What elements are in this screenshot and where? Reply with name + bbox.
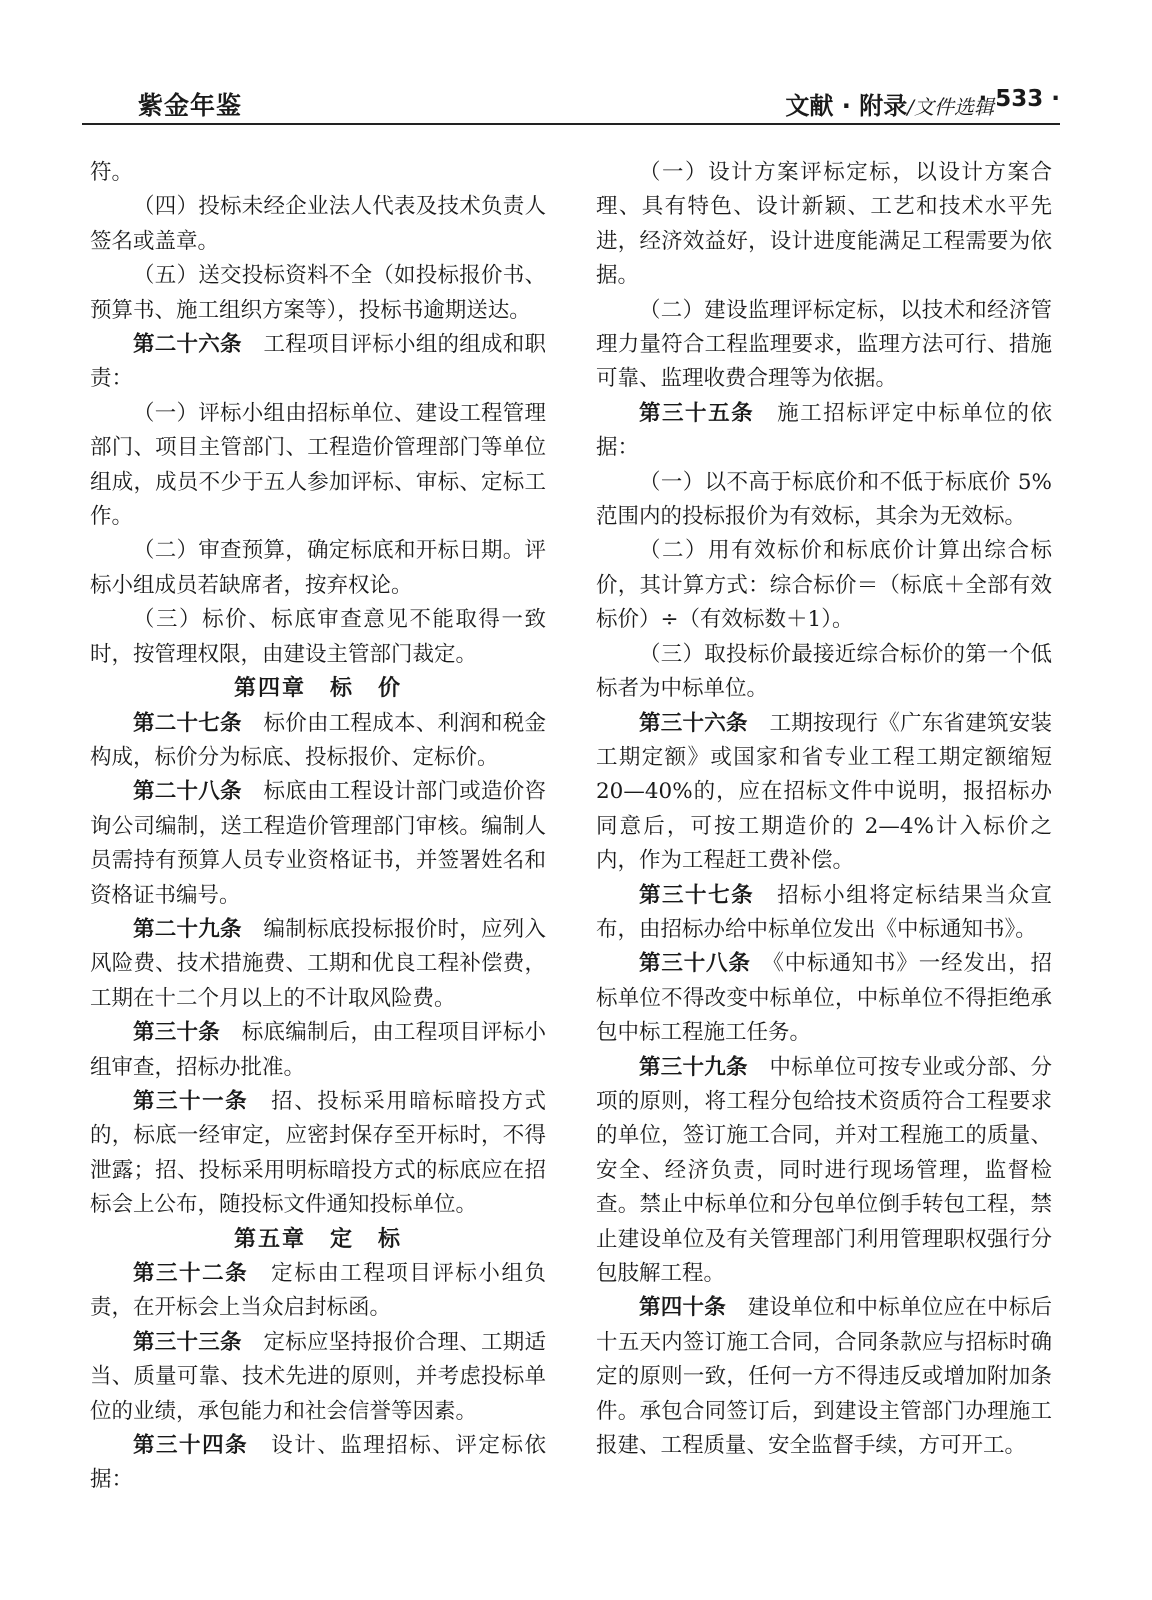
article-title: 第三十六条	[639, 710, 748, 736]
article-40	[596, 1291, 1052, 1463]
article-text: 编制标底投标报价时，应列入风险费、技术措施费、工期和优良工程补偿费，工期在十二个月以上的不计取风险费。	[90, 916, 546, 1011]
page-number: · 533 ·	[978, 86, 1060, 112]
article-text: 标价由工程成本、利润和税金构成，标价分为标底、投标报价、定标价。	[90, 710, 546, 770]
article-title: 第二十六条	[133, 332, 242, 358]
article-36	[596, 707, 1052, 879]
article-text: 定标应坚持报价合理、工期适当、质量可靠、技术先进的原则，并考虑投标单位的业绩，承包能力和社会信誉等因素。	[90, 1329, 546, 1424]
article-title: 第三十三条	[133, 1329, 242, 1355]
paragraph: （三）取投标价最接近综合标价的第一个低标者为中标单位。	[596, 641, 1052, 702]
article-text: 工期按现行《广东省建筑安装工期定额》或国家和省专业工程工期定额缩短 20—40%的，应在招标文件中说明，报招标办同意后，可按工期造价的 2—4%计入标价之内，作为工程赶工费补偿。	[596, 710, 1052, 874]
article-27	[90, 707, 546, 776]
paragraph: （二）审查预算，确定标底和开标日期。评标小组成员若缺席者，按弃权论。	[90, 538, 546, 598]
article-title: 第三十二条	[133, 1261, 249, 1286]
article-28	[90, 775, 546, 913]
right-column	[596, 156, 1052, 1463]
article-33	[90, 1326, 546, 1429]
article-text: 《中标通知书》一经发出，招标单位不得改变中标单位，中标单位不得拒绝承包中标工程施工任务。	[596, 951, 1052, 1046]
article-text: 设计、监理招标、评定标依据：	[90, 1433, 546, 1493]
article-31	[90, 1085, 546, 1223]
article-30	[90, 1016, 546, 1085]
left-column	[90, 156, 546, 1498]
section-name: 文献 · 附录	[785, 92, 908, 120]
running-header	[82, 86, 1060, 126]
article-text: 定标由工程项目评标小组负责，在开标会上当众启封标函。	[90, 1261, 546, 1321]
article-34	[90, 1429, 546, 1498]
paragraph: 符。	[90, 160, 134, 185]
paragraph: （二）建设监理评标定标，以技术和经济管理力量符合工程监理要求，监理方法可行、措施可靠、监理收费合理等为依据。	[596, 297, 1052, 392]
paragraph: （一）设计方案评标定标，以设计方案合理、具有特色、设计新颖、工艺和技术水平先进，经济效益好，设计进度能满足工程需要为依据。	[596, 160, 1052, 289]
article-text: 施工招标评定中标单位的依据：	[596, 400, 1052, 461]
article-text: 工程项目评标小组的组成和职责：	[90, 332, 546, 392]
paragraph: （四）投标未经企业法人代表及技术负责人签名或盖章。	[90, 194, 546, 254]
article-text: 中标单位可按专业或分部、分项的原则，将工程分包给技术资质符合工程要求的单位，签订施工合同，并对工程施工的质量、安全、经济负责，同时进行现场管理，监督检查。禁止中标单位和分包单位倒手转包工程，禁止建设单位及有关管理部门利用管理职权强行分包肢解工程。	[596, 1054, 1052, 1286]
article-text: 招标小组将定标结果当众宣布，由招标办给中标单位发出《中标通知书》。	[596, 882, 1052, 942]
article-29	[90, 913, 546, 1016]
article-38	[596, 947, 1052, 1050]
article-text: 标底由工程设计部门或造价咨询公司编制，送工程造价管理部门审核。编制人员需持有预算人员专业资格证书，并签署姓名和资格证书编号。	[90, 779, 546, 908]
header-rule	[82, 123, 1060, 125]
paragraph: （五）送交投标资料不全（如投标报价书、预算书、施工组织方案等），投标书逾期送达。	[90, 263, 546, 323]
article-text: 建设单位和中标单位应在中标后十五天内签订施工合同，合同条款应与招标时确定的原则一致，任何一方不得违反或增加附加条件。承包合同签订后，到建设主管部门办理施工报建、工程质量、安全监督手续，方可开工。	[596, 1295, 1052, 1459]
paragraph: （二）用有效标价和标底价计算出综合标价，其计算方式：综合标价＝（标底＋全部有效标价）÷（有效标数＋1）。	[596, 538, 1052, 633]
section-subtitle: /文件选辑	[907, 95, 994, 119]
article-title: 第二十八条	[133, 779, 242, 805]
article-title: 第二十九条	[133, 916, 242, 942]
chapter-heading: 第五章 定 标	[233, 1226, 402, 1252]
chapter-heading: 第四章 标 价	[233, 676, 402, 702]
article-title: 第三十四条	[133, 1433, 249, 1459]
article-text: 招、投标采用暗标暗投方式的，标底一经审定，应密封保存至开标时，不得泄露；招、投标采用明标暗投方式的标底应在招标会上公布，随投标文件通知投标单位。	[90, 1088, 546, 1218]
article-37	[596, 879, 1052, 948]
article-39	[596, 1051, 1052, 1292]
article-title: 第三十七条	[639, 882, 755, 908]
article-35	[596, 397, 1052, 466]
book-title: 紫金年鉴	[138, 91, 243, 120]
paragraph: （一）评标小组由招标单位、建设工程管理部门、项目主管部门、工程造价管理部门等单位组成，成员不少于五人参加评标、审标、定标工作。	[90, 400, 546, 530]
article-title: 第三十条	[133, 1020, 220, 1046]
article-text: 标底编制后，由工程项目评标小组审查，招标办批准。	[90, 1020, 546, 1080]
paragraph: （一）以不高于标底价和不低于标底价 5%范围内的投标报价为有效标，其余为无效标。	[596, 469, 1052, 530]
article-26	[90, 328, 546, 397]
article-title: 第三十九条	[639, 1054, 748, 1080]
article-title: 第四十条	[639, 1295, 726, 1321]
article-title: 第三十五条	[639, 400, 755, 426]
article-title: 第二十七条	[133, 710, 242, 736]
section-title	[785, 86, 994, 121]
article-title: 第三十八条	[639, 951, 751, 977]
article-title: 第三十一条	[133, 1088, 249, 1114]
paragraph: （三）标价、标底审查意见不能取得一致时，按管理权限，由建设主管部门裁定。	[90, 607, 546, 667]
article-32	[90, 1257, 546, 1326]
